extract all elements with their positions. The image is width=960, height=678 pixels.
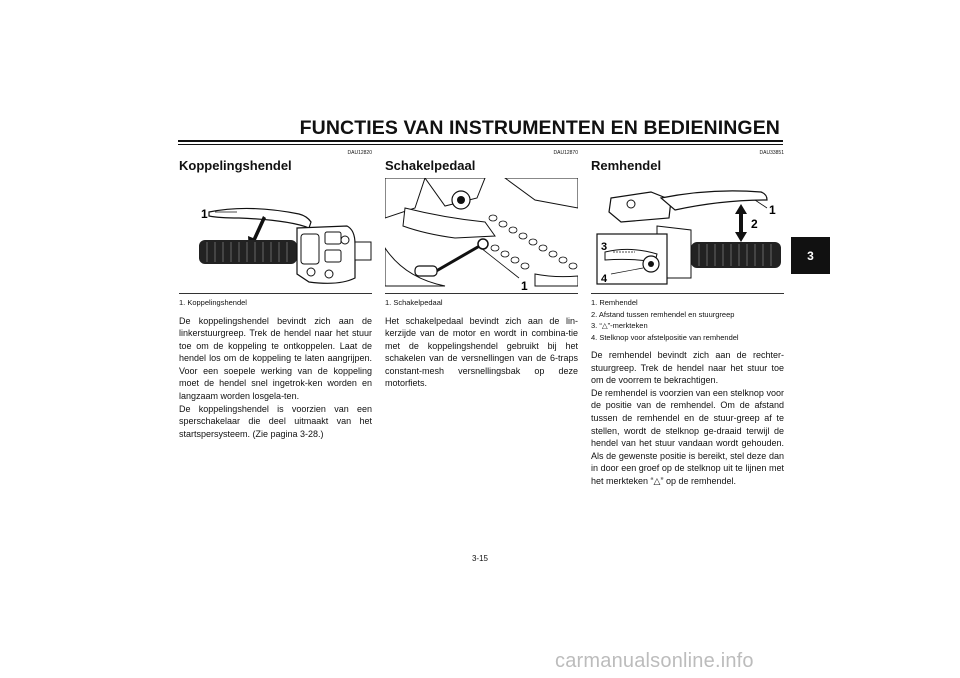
shift-pedal-illustration [385,178,578,290]
figure-label: 1 [769,203,776,217]
legend-item: 4. Stelknop voor afstelpositie van remhendel [591,332,739,342]
section-clutch-lever [179,150,372,440]
legend-item: 1. Schakelpedaal [385,298,443,307]
figure-label: 2 [751,217,758,231]
body-text [179,315,372,441]
figure-divider [179,293,372,294]
section-code: DAU12870 [553,150,578,156]
clutch-lever-illustration [179,178,372,290]
figure-label: 4 [601,273,608,285]
figure-legend [385,297,578,309]
section-heading: Schakelpedaal [385,158,476,173]
brake-lever-illustration [591,178,784,290]
figure-divider [591,293,784,294]
title-rule-thin [178,144,783,145]
paragraph: De remhendel bevindt zich aan de rechter-stuurgreep. Trek de hendel naar het stuur toe om de voorrem te bekrachtigen. [591,350,784,386]
section-brake-lever [591,150,784,488]
figure-legend [179,297,372,309]
section-heading: Remhendel [591,158,662,173]
chapter-tab: 3 [791,237,830,274]
title-rule-thick [178,140,783,142]
watermark: carmanualsonline.info [555,650,754,672]
body-text [385,315,578,391]
section-heading: Koppelingshendel [179,158,292,173]
legend-item: 1. Remhendel [591,298,638,307]
legend-item: 2. Afstand tussen remhendel en stuurgreep [591,309,735,319]
paragraph: De koppelingshendel bevindt zich aan de linkerstuurgreep. Trek de hendel naar het stuur toe om de koppeling te ontkoppelen. Laat de hendel los om de koppeling te laten aangrijpen. Voor een soepele werking van de koppeling moet de hendel snel ingetrok-ken worden en langzaam worden losgela-ten. [179,315,372,402]
body-text [591,349,784,488]
page-title: FUNCTIES VAN INSTRUMENTEN EN BEDIENINGEN [299,117,780,139]
legend-item: 1. Koppelingshendel [179,298,247,307]
section-code: DAU12820 [347,150,372,156]
figure-label: 3 [601,241,608,253]
legend-item: 3. “△”-merkteken [591,321,648,330]
section-code: DAU33851 [759,150,784,156]
paragraph: Het schakelpedaal bevindt zich aan de lin-kerzijde van de motor en wordt in combina-tie met de koppelingshendel gebruikt bij het schakelen van de versnellingen van de 6-traps constant-mesh versnellingsbak op deze motorfiets. [385,315,578,389]
figure-legend [591,297,784,343]
page-number: 3-15 [471,554,488,563]
figure-divider [385,293,578,294]
section-shift-pedal [385,150,578,390]
paragraph: De koppelingshendel is voorzien van een sperschakelaar die deel uitmaakt van het startspersysteem. (Zie pagina 3-28.) [179,403,372,439]
paragraph: De remhendel is voorzien van een stelknop voor de positie van de remhendel. Om de afstand tussen de remhendel en de stuur-greep af te stellen, wordt de stelknop ge-draaid terwijl de hendel van het stuur vandaan wordt gehouden. Als de gewenste positie is bereikt, stel deze dan in door een groef op de stelknop uit te lijnen met het merkteken “△” op de remhendel. [591,387,784,486]
figure-label: 1 [521,279,528,290]
figure-label: 1 [201,207,208,221]
